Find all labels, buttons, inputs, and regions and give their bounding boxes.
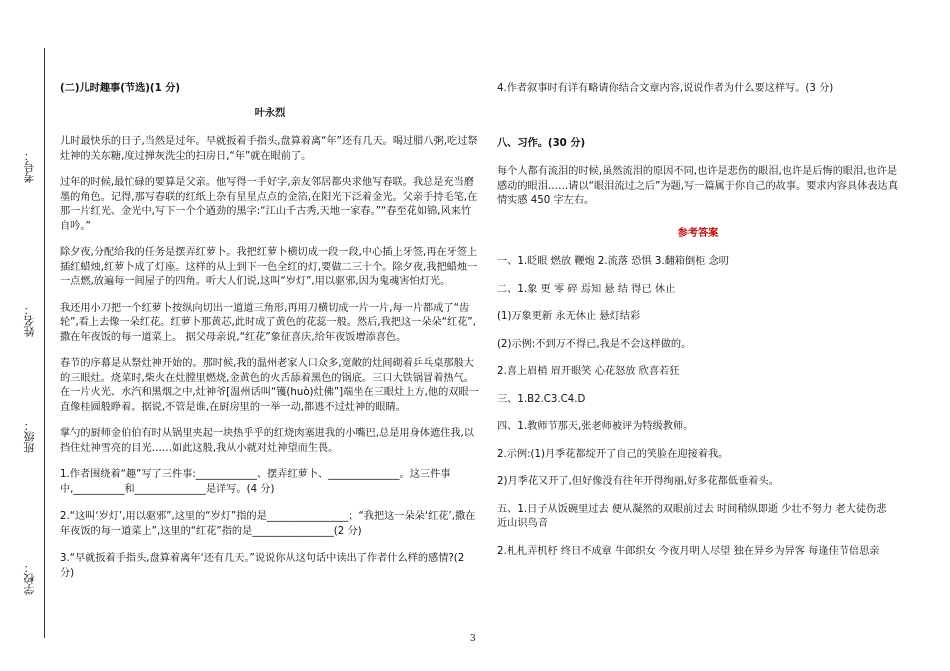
question-2: 2.“这叫‘岁灯’,用以驱邪”,这里的“岁灯”指的是________________；“我把这一朵朵‘红花’,撒在年夜饭的每一道菜上”,这里的“红花”指的是________________(2 分) [60, 511, 476, 537]
composition-prompt: 每个人都有流泪的时候,虽然流泪的原因不同,也许是悲伤的眼泪,也许是后悔的眼泪,也许是感动的眼泪……请以“眼泪流过之后”为题,写一篇属于你自己的故事。要求内容具体表达真情实感 450 字左右。 [497, 166, 898, 206]
article-paragraph: 春节的序幕是从祭灶神开始的。那时候,我的温州老家人口众多,宽敞的灶间砌着乒乓桌那般大的三眼灶。烧菜时,柴火在灶膛里燃烧,金黄色的火舌舔着黑色的锅底。三口大铁锅冒着热气。在一片火光、水汽和黑烟之中,灶神爷[温州话叫“镬(huò)灶佛”]端坐在三眼灶上方,他的双眼一直像桂圆般睁着。据说,不管是谁,在厨房里的一举一动,都逃不过灶神的眼睛。 [60, 358, 479, 413]
article-paragraph: 我还用小刀把一个红萝卜按纵向切出一道道三角形,再用刀横切成一片一片,每一片都成了“齿轮”,看上去像一朵红花。红萝卜那黄芯,此时成了黄色的花蕊一般。然后,我把这一朵朵“红花”,撒在年夜饭的每一道菜上。 据父母亲说,“红花”象征喜庆,给年夜饭增添喜色。 [60, 302, 476, 343]
name-label: 姓名： [23, 304, 36, 337]
answer-item: 一、1.眨眼 燃放 鞭炮 2.流落 恐惧 3.翻箱倒柜 念叨 [497, 256, 729, 267]
exam-no-label: 考号： [23, 150, 36, 183]
binding-line [44, 48, 45, 638]
article-paragraph: 儿时最快乐的日子,当然是过年。早就扳着手指头,盘算着离“年”还有几天。喝过腊八粥,吃过祭灶神的关东糖,度过掸灰洗尘的扫房日,“年”就在眼前了。 [60, 136, 478, 162]
composition-section-title: 八、习作。(30 分) [497, 137, 586, 149]
answer-item: 2)月季花又开了,但好像没有往年开得绚丽,好多花都低垂着头。 [497, 476, 779, 487]
article-author: 叶永烈 [254, 107, 286, 119]
reading-section-title: (二)儿时趣事(节选)(1 分) [60, 83, 181, 94]
question-4: 4.作者叙事时有详有略请你结合文章内容,说说作者为什么要这样写。(3 分) [497, 83, 834, 94]
question-1: 1.作者围绕着“趣”写了三件事:____________、摆弄红萝卜、______________。这三件事中,__________和______________是详写。(4 分) [60, 469, 451, 495]
binding-margin [0, 0, 60, 671]
article-paragraph: 过年的时候,最忙碌的要算是父亲。他写得一手好字,亲友邻居都央求他写春联。我总是充当磨墨的角色。记得,那写春联的红纸上杂有星星点点的金箔,在阳光下泛着金光。父亲手持毛笔,在那一片红光、金光中,写下一个个遒劲的黑字:“江山千古秀,天地一家春。”“春至花如锦,风来竹自吟。” [60, 177, 478, 232]
article-paragraph: 除夕夜,分配给我的任务是摆弄红萝卜。我把红萝卜横切成一段一段,中心插上牙签,再在牙签上插红蜡烛,红萝卜成了灯座。这样的从上到下一色全红的灯,要做二三十个。除夕夜,我把蜡烛一一点燃,放遍每一间屋子的四角。听大人们说,这叫“岁灯”,用以驱邪,因为鬼魂害怕灯光。 [60, 247, 478, 287]
answer-item: 二、1.象 更 零 碎 焉知 悬 结 得已 休止 [497, 283, 676, 295]
answer-item: 2.示例:(1)月季花都绽开了自己的笑脸在迎接着我。 [497, 448, 729, 460]
answer-item: 四、1.教师节那天,张老师被评为特级教师。 [497, 421, 694, 432]
class-label: 班级： [23, 420, 36, 453]
answer-key-title: 参考答案 [677, 227, 719, 239]
answer-list [497, 255, 899, 559]
answer-item: 三、1.B2.C3.C4.D [497, 393, 586, 405]
question-3: 3.“早就扳着手指头,盘算着离年‘还有几天。”说说你从这句话中读出了作者什么样的感情?(2 分) [60, 553, 465, 579]
page-number: 3 [470, 634, 476, 644]
answer-item: 2.喜上眉梢 眉开眼笑 心花怒放 欣喜若狂 [497, 366, 680, 377]
answer-item: 2.札札弄机杼 终日不成章 牛郎织女 今夜月明人尽望 独在异乡为异客 每逢佳节倍思亲 [497, 545, 880, 557]
answer-item: (2)示例:不到万不得已,我是不会这样做的。 [497, 338, 692, 350]
article-paragraph: 掌勺的厨师金伯伯有时从锅里夹起一块热乎乎的红烧肉塞进我的小嘴巴,总是用身体遮住我,以挡住灶神雪亮的目光……如此这般,我从小就对灶神望而生畏。 [60, 428, 474, 454]
answer-item: (1)万象更新 永无休止 悬灯结彩 [497, 311, 641, 322]
school-label: 学校： [23, 562, 36, 595]
answer-item: 五、1.日子从饭碗里过去 便从凝然的双眼前过去 时间稍纵即逝 少壮不努力 老大徒伤悲 近山识鸟音 [497, 503, 887, 529]
right-column [497, 82, 899, 572]
left-column [60, 82, 480, 594]
